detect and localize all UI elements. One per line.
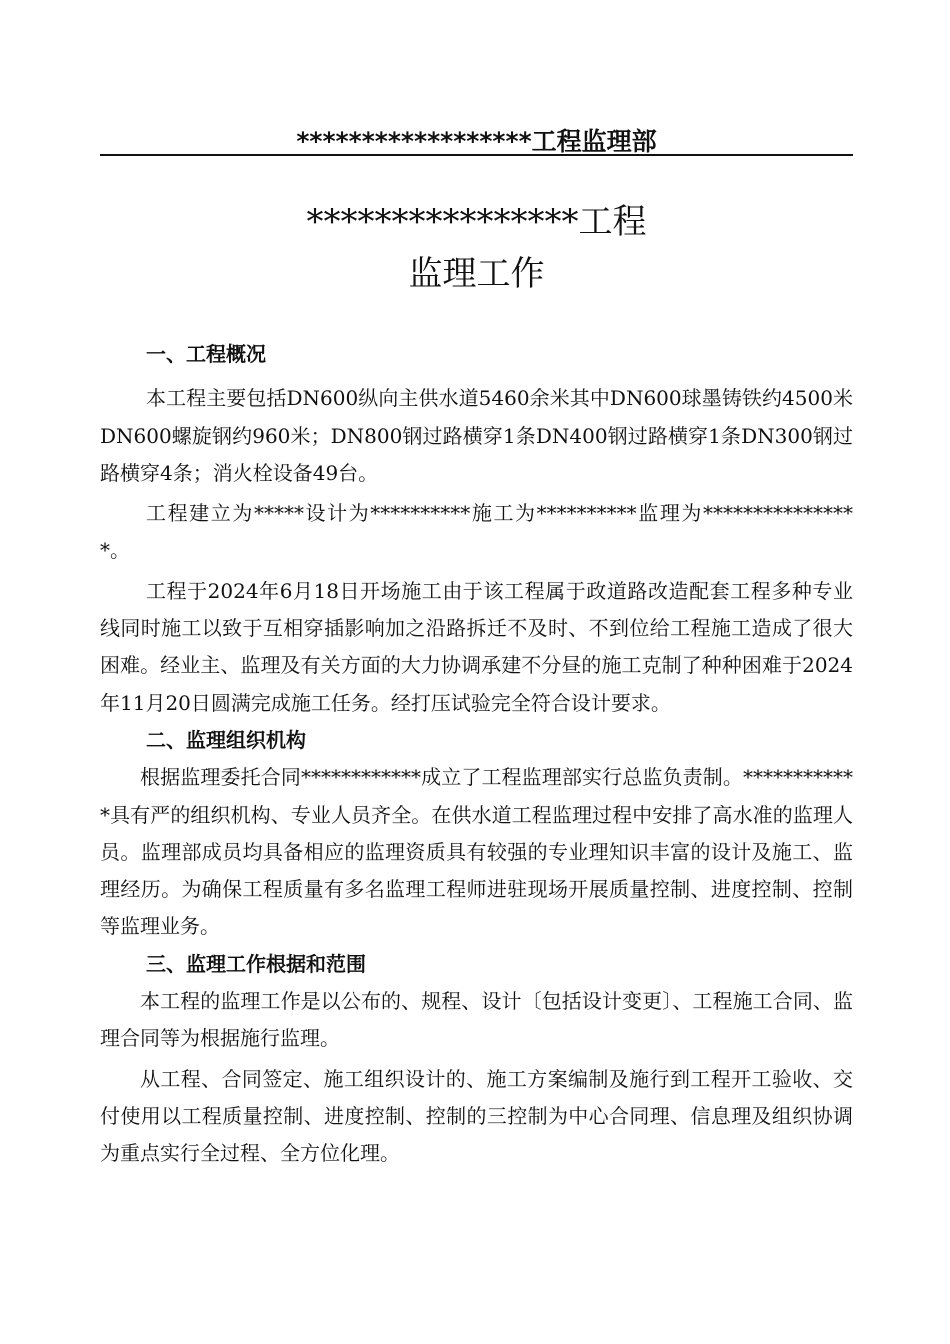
header-divider <box>100 154 853 156</box>
section-heading-organization: 二、监理组织机构 <box>146 727 306 752</box>
paragraph: 本工程的监理工作是以公布的、规程、设计〔包括设计变更〕、工程施工合同、监理合同等为根据施行监理。 <box>100 989 853 1051</box>
document-title-line2: 监理工作 <box>408 254 545 294</box>
paragraph: 工程建立为*****设计为**********施工为**********监理为****************。 <box>100 501 853 563</box>
section-heading-project-overview: 一、工程概况 <box>146 342 266 366</box>
document-body <box>100 336 853 1173</box>
org-header-title: ******************工程监理部 <box>296 127 657 156</box>
section-heading-basis-and-scope: 三、监理工作根据和范围 <box>146 951 366 976</box>
paragraph: 本工程主要包括DN600纵向主供水道5460余米其中DN600球墨铸铁约4500米DN600螺旋钢约960米；DN800钢过路横穿1条DN400钢过路横穿1条DN300钢过路横穿4条；消火栓设备49台。 <box>100 386 853 485</box>
paragraph: 根据监理委托合同************成立了工程监理部实行总监负责制。************具有严的组织机构、专业人员齐全。在供水道工程监理过程中安排了高水准的监理人员。监理部成员均具备相应的监理资质具有较强的专业理知识丰富的设计及施工、监理经历。为确保工程质量有多名监理工程师进驻现场开展质量控制、进度控制、控制等监理业务。 <box>100 765 853 939</box>
paragraph: 从工程、合同签定、施工组织设计的、施工方案编制及施行到工程开工验收、交付使用以工程质量控制、进度控制、控制的三控制为中心合同理、信息理及组织协调为重点实行全过程、全方位化理。 <box>100 1066 853 1166</box>
paragraph: 工程于2024年6月18日开场施工由于该工程属于政道路改造配套工程多种专业线同时施工以致于互相穿插影响加之沿路拆迁不及时、不到位给工程施工造成了很大困难。经业主、监理及有关方面的大力协调承建不分昼的施工克制了种种困难于2024年11月20日圆满完成施工任务。经打压试验完全符合设计要求。 <box>100 578 853 715</box>
document-title-line1: ****************工程 <box>306 202 647 242</box>
